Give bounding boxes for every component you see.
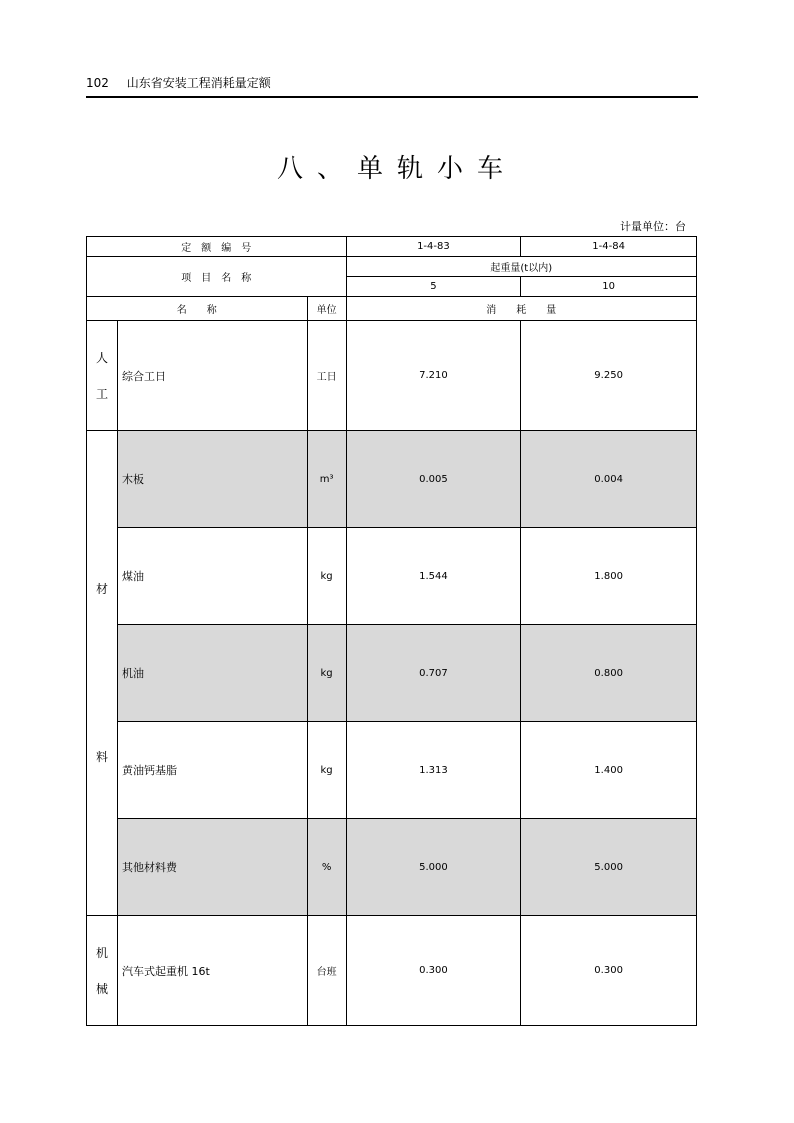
value-1: 0.005 <box>346 431 521 528</box>
table-row <box>87 528 697 625</box>
page-number: 102 <box>86 76 109 90</box>
item-unit: % <box>307 819 346 916</box>
item-unit: kg <box>307 528 346 625</box>
value-1: 1.313 <box>346 722 521 819</box>
code-label: 定 额 编 号 <box>87 237 347 257</box>
value-2: 1.800 <box>521 528 697 625</box>
item-name: 其他材料费 <box>117 819 307 916</box>
value-1: 5.000 <box>346 819 521 916</box>
item-name-label: 项 目 名 称 <box>87 257 347 297</box>
code-row <box>87 237 697 257</box>
column-header-row <box>87 297 697 321</box>
item-name: 汽车式起重机 16t <box>117 916 307 1026</box>
value-1: 7.210 <box>346 321 521 431</box>
item-unit: kg <box>307 625 346 722</box>
table-row <box>87 916 697 1026</box>
item-name: 煤油 <box>117 528 307 625</box>
item-name: 机油 <box>117 625 307 722</box>
item-name: 木板 <box>117 431 307 528</box>
param-label: 起重量(t以内) <box>346 257 696 277</box>
value-1: 0.707 <box>346 625 521 722</box>
book-title: 山东省安装工程消耗量定额 <box>126 76 271 90</box>
category-labor: 人 工 <box>87 321 118 431</box>
value-1: 1.544 <box>346 528 521 625</box>
table-row <box>87 819 697 916</box>
value-2: 0.004 <box>521 431 697 528</box>
value-2: 9.250 <box>521 321 697 431</box>
code-1: 1-4-83 <box>346 237 521 257</box>
value-1: 0.300 <box>346 916 521 1026</box>
value-2: 1.400 <box>521 722 697 819</box>
item-unit: kg <box>307 722 346 819</box>
category-machine: 机 械 <box>87 916 118 1026</box>
quota-table <box>86 236 697 1026</box>
unit-note: 计量单位：台 <box>620 220 686 233</box>
col-name-header: 名 称 <box>87 297 308 321</box>
table-row <box>87 625 697 722</box>
code-2: 1-4-84 <box>521 237 697 257</box>
col-consumption-header: 消 耗 量 <box>346 297 696 321</box>
item-name: 综合工日 <box>117 321 307 431</box>
section-title: 八、单轨小车 <box>276 154 517 184</box>
item-unit: 台班 <box>307 916 346 1026</box>
value-2: 0.300 <box>521 916 697 1026</box>
value-2: 5.000 <box>521 819 697 916</box>
param-1: 5 <box>346 277 521 297</box>
item-name: 黄油钙基脂 <box>117 722 307 819</box>
category-material: 材 料 <box>87 431 118 916</box>
item-unit: m³ <box>307 431 346 528</box>
table-row <box>87 722 697 819</box>
col-unit-header: 单位 <box>307 297 346 321</box>
item-unit: 工日 <box>307 321 346 431</box>
param-label-row <box>87 257 697 277</box>
value-2: 0.800 <box>521 625 697 722</box>
table-row <box>87 321 697 431</box>
page-header <box>86 70 698 98</box>
param-2: 10 <box>521 277 697 297</box>
table-row <box>87 431 697 528</box>
